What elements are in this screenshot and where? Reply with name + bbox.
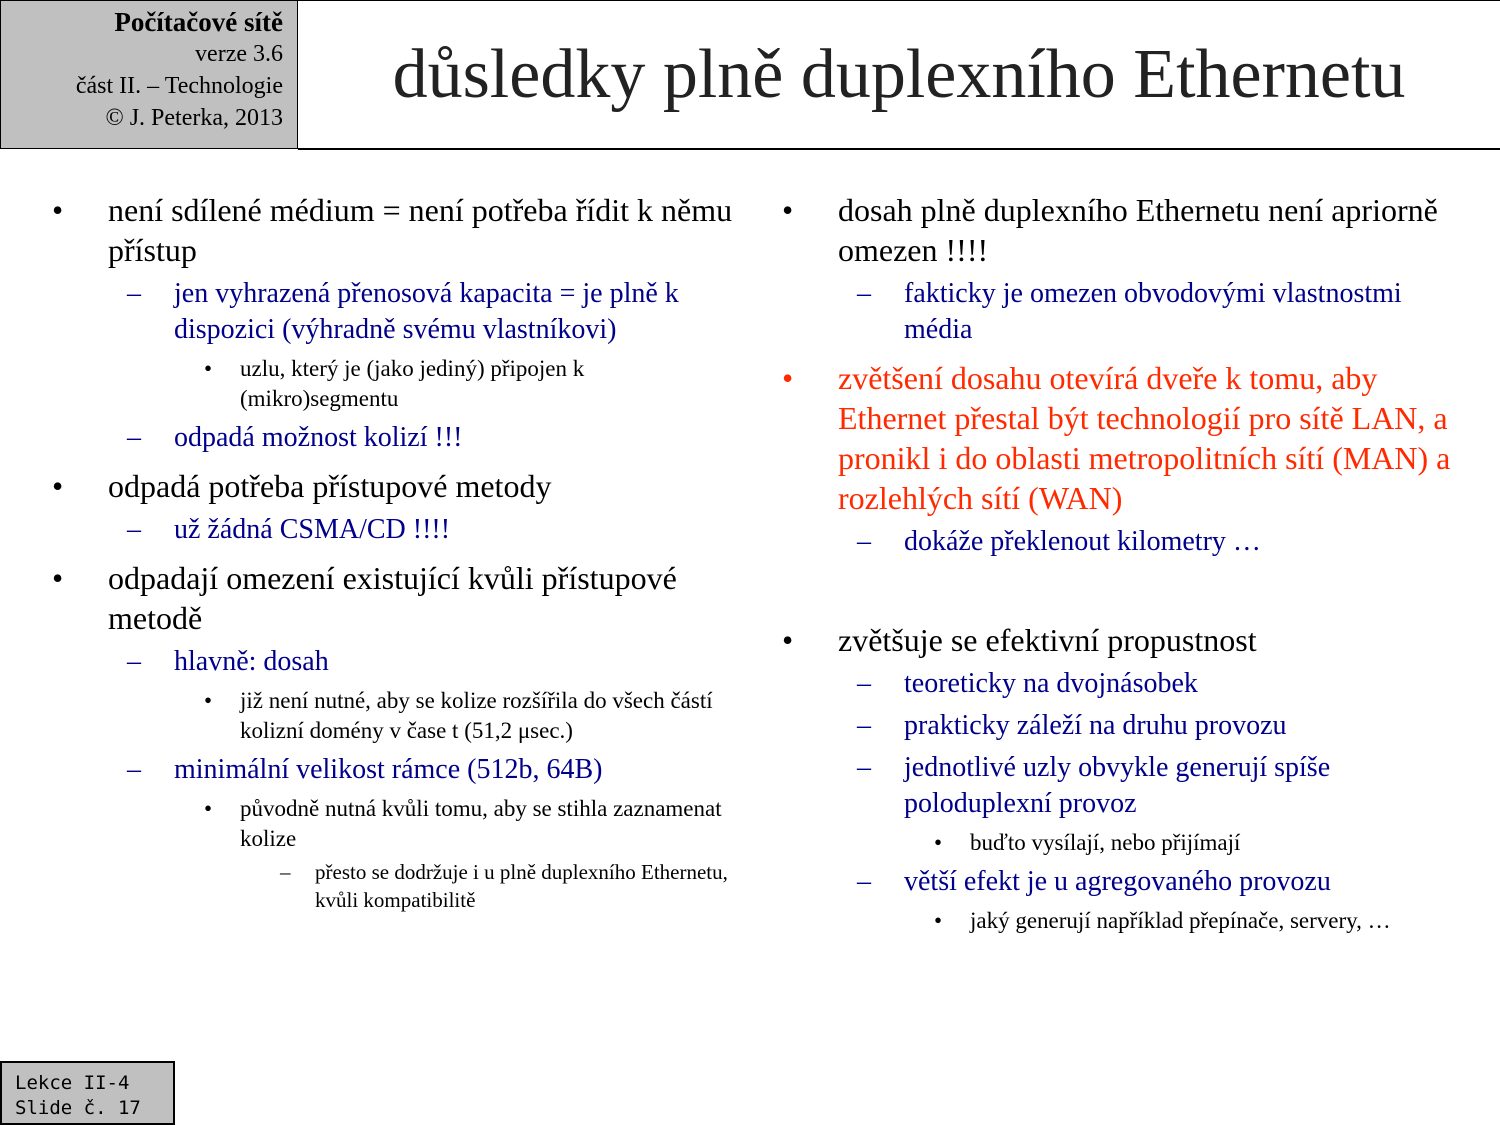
sub-half-duplex-traffic: – jednotlivé uzly obvykle generují spíše poloduplexní provoz [782,750,1472,822]
bullet-no-access-method: • odpadá potřeba přístupové metody [52,466,742,506]
course-version: verze 3.6 [195,41,283,67]
course-part: část II. – Technologie [75,73,283,99]
subsub-collision-spread: • již není nutné, aby se kolize rozšířila do všech částí kolizní domény v čase t (51,2 μsec.) [52,686,742,746]
course-info-box [0,0,298,149]
sub-min-frame-size: – minimální velikost rámce (512b, 64B) [52,752,742,788]
course-copyright: © J. Peterka, 2013 [105,105,283,131]
sub-aggregated-traffic: – větší efekt je u agregovaného provozu [782,864,1472,900]
subsub-switches-servers: • jaký generují například přepínače, servery, … [782,906,1472,936]
sub-range: – hlavně: dosah [52,644,742,680]
bullet-throughput: • zvětšuje se efektivní propustnost [782,620,1472,660]
subsub-node-segment: • uzlu, který je (jako jediný) připojen k (mikro)segmentu [52,354,742,414]
slide-title: důsledky plně duplexního Ethernetu [392,36,1406,113]
bullet-range-man-wan: • zvětšení dosahu otevírá dveře k tomu, aby Ethernet přestal být technologií pro sítě LAN, a pronikl i do oblasti metropolitních sítí (MAN) a rozlehlých sítí (WAN) [782,358,1472,518]
sub-dedicated-capacity: – jen vyhrazená přenosová kapacita = je plně k dispozici (výhradně svému vlastníkovi) [52,276,742,348]
subsubsub-compatibility: – přesto se dodržuje i u plně duplexního Ethernetu, kvůli kompatibilitě [52,858,742,914]
sub-circuit-limits: – fakticky je omezen obvodovými vlastnostmi média [782,276,1472,348]
subsub-originally-needed: • původně nutná kvůli tomu, aby se stihla zaznamenat kolize [52,794,742,854]
subsub-send-or-receive: • buďto vysílají, nebo přijímají [782,828,1472,858]
sub-kilometers: – dokáže překlenout kilometry … [782,524,1472,560]
course-name: Počítačové sítě [114,7,283,37]
sub-no-collisions: – odpadá možnost kolizí !!! [52,420,742,456]
slide-footer-box [0,1061,175,1125]
title-bar [298,0,1500,150]
bullet-range-unlimited: • dosah plně duplexního Ethernetu není apriorně omezen !!!! [782,190,1472,270]
sub-depends-on-traffic: – prakticky záleží na druhu provozu [782,708,1472,744]
lecture-number: Lekce II-4 [15,1072,130,1094]
bullet-shared-medium: • není sdílené médium = není potřeba řídit k němu přístup [52,190,742,270]
slide-number: Slide č. 17 [15,1097,141,1119]
left-column [52,190,742,914]
sub-no-csmacd: – už žádná CSMA/CD !!!! [52,512,742,548]
bullet-limits-removed: • odpadají omezení existující kvůli přístupové metodě [52,558,742,638]
right-column [782,190,1472,936]
sub-theoretically-double: – teoreticky na dvojnásobek [782,666,1472,702]
